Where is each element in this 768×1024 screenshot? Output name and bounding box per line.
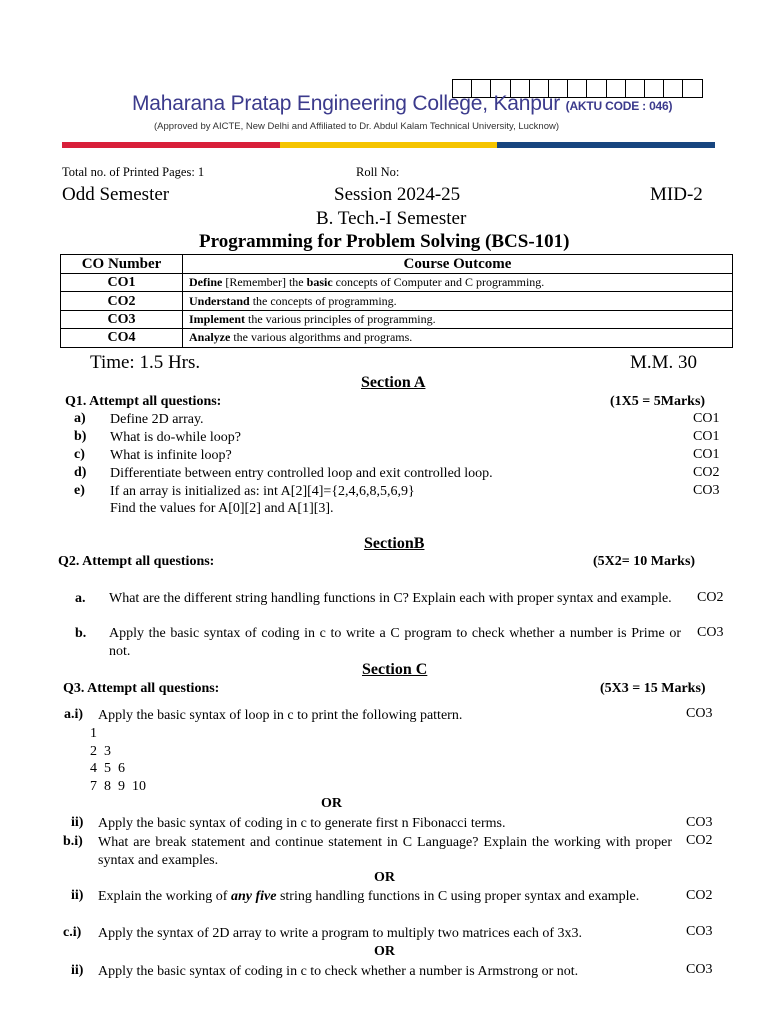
course-outcome <box>183 310 733 328</box>
q3-marks: (5X3 = 15 Marks) <box>600 681 706 696</box>
co-tag: CO3 <box>686 706 713 721</box>
course-outcome <box>183 292 733 310</box>
college-title: Maharana Pratap Engineering College, Kanpur <box>132 92 561 115</box>
section-c-title: Section C <box>362 661 428 678</box>
co-number-header: CO Number <box>61 255 183 274</box>
table-row <box>61 329 733 347</box>
table-row <box>61 310 733 328</box>
question-text: What is infinite loop? <box>110 448 232 463</box>
question-text: Apply the syntax of 2D array to write a program to multiply two matrices each of 3x3. <box>98 926 583 941</box>
outcome-text: the various principles of programming. <box>245 311 436 326</box>
question-text: What are the different string handling functions in C? Explain each with proper syntax and example. <box>109 591 672 606</box>
subject-title: Programming for Problem Solving (BCS-101) <box>199 231 570 252</box>
table-row <box>61 274 733 292</box>
question-text-part: Explain the working of <box>98 889 231 904</box>
question-label: b) <box>74 429 87 444</box>
aktu-code: (AKTU CODE : 046) <box>565 99 673 113</box>
printed-pages: Total no. of Printed Pages: 1 <box>62 165 205 179</box>
co-tag: CO1 <box>693 429 720 444</box>
question-label: a) <box>74 411 86 426</box>
question-label: a. <box>75 591 86 606</box>
question-text: What are break statement and continue statement in C Language? Explain the working with proper syntax and examples. <box>98 835 672 868</box>
co-tag: CO1 <box>693 447 720 462</box>
question-label: ii) <box>71 963 84 978</box>
question-label: c) <box>74 447 85 462</box>
q3-heading: Q3. Attempt all questions: <box>63 681 220 696</box>
approval-text: (Approved by AICTE, New Delhi and Affiliated to Dr. Abdul Kalam Technical University, Lucknow) <box>154 121 560 132</box>
co-tag: CO2 <box>693 465 720 480</box>
question-text: Apply the basic syntax of coding in c to check whether a number is Armstrong or not. <box>98 964 579 979</box>
table-row <box>61 292 733 310</box>
question-text: What is do-while loop? <box>110 430 242 445</box>
question-label: c.i) <box>63 925 82 940</box>
q2-heading: Q2. Attempt all questions: <box>58 554 215 569</box>
or-separator: OR <box>374 944 395 959</box>
pattern-line: 1 <box>90 726 97 741</box>
or-separator: OR <box>374 870 395 885</box>
outcome-text: the concepts of programming. <box>249 293 397 308</box>
section-b-title: SectionB <box>364 535 425 552</box>
outcome-verb: Define <box>189 275 223 290</box>
question-label: ii) <box>71 815 84 830</box>
question-text: Apply the basic syntax of coding in c to generate first n Fibonacci terms. <box>98 816 506 831</box>
q1-marks: (1X5 = 5Marks) <box>610 394 706 409</box>
co-tag: CO1 <box>693 411 720 426</box>
header-color-stripe <box>62 142 715 148</box>
co-number: CO3 <box>61 310 183 328</box>
co-tag: CO2 <box>697 590 724 605</box>
co-tag: CO3 <box>686 962 713 977</box>
co-tag: CO3 <box>686 924 713 939</box>
question-text: Define 2D array. <box>110 412 204 427</box>
co-number: CO4 <box>61 329 183 347</box>
college-name <box>132 92 672 116</box>
course-outcome-table <box>60 254 733 348</box>
q1-heading: Q1. Attempt all questions: <box>65 394 222 409</box>
max-marks: M.M. 30 <box>630 352 698 373</box>
question-label: a.i) <box>64 707 84 722</box>
outcome-emphasis: basic <box>306 275 333 290</box>
question-label: e) <box>74 483 85 498</box>
table-header-row <box>61 255 733 274</box>
co-tag: CO3 <box>697 625 724 640</box>
section-a-title: Section A <box>361 374 426 391</box>
question-label: b. <box>75 626 87 641</box>
question-text-part: string handling functions in C using proper syntax and example. <box>276 889 640 904</box>
co-number: CO1 <box>61 274 183 292</box>
question-label: b.i) <box>63 834 83 849</box>
session: Session 2024-25 <box>334 184 461 205</box>
outcome-text: the various algorithms and programs. <box>230 330 413 345</box>
question-text: If an array is initialized as: int A[2][4]={2,4,6,8,5,6,9} <box>110 484 415 499</box>
semester-type: Odd Semester <box>62 184 170 205</box>
co-tag: CO2 <box>686 833 713 848</box>
question-emphasis: any five <box>230 889 277 904</box>
co-tag: CO2 <box>686 888 713 903</box>
question-text <box>98 888 672 906</box>
outcome-verb: Analyze <box>189 330 231 345</box>
outcome-verb: Understand <box>189 293 250 308</box>
course-outcome-header: Course Outcome <box>183 255 733 274</box>
question-label: d) <box>74 465 87 480</box>
outcome-text: [Remember] the <box>222 275 307 290</box>
question-text: Differentiate between entry controlled loop and exit controlled loop. <box>110 466 493 481</box>
or-separator: OR <box>321 796 342 811</box>
question-label: ii) <box>71 888 84 903</box>
exam-time: Time: 1.5 Hrs. <box>90 352 201 373</box>
question-text: Apply the basic syntax of loop in c to print the following pattern. <box>98 708 463 723</box>
program: B. Tech.-I Semester <box>316 208 467 229</box>
pattern-line: 2 3 <box>90 744 111 759</box>
pattern-line: 4 5 6 <box>90 761 125 776</box>
co-number: CO2 <box>61 292 183 310</box>
co-tag: CO3 <box>693 483 720 498</box>
question-text: Apply the basic syntax of coding in c to write a C program to check whether a number is Prime or not. <box>109 626 681 659</box>
question-text-continued: Find the values for A[0][2] and A[1][3]. <box>110 501 334 516</box>
course-outcome <box>183 329 733 347</box>
exam-name: MID-2 <box>650 184 703 205</box>
pattern-line: 7 8 9 10 <box>90 779 146 794</box>
q2-marks: (5X2= 10 Marks) <box>593 554 696 569</box>
outcome-text-rest: concepts of Computer and C programming. <box>332 275 545 290</box>
outcome-verb: Implement <box>189 311 245 326</box>
roll-no-label: Roll No: <box>356 165 400 179</box>
course-outcome <box>183 274 733 292</box>
co-tag: CO3 <box>686 815 713 830</box>
